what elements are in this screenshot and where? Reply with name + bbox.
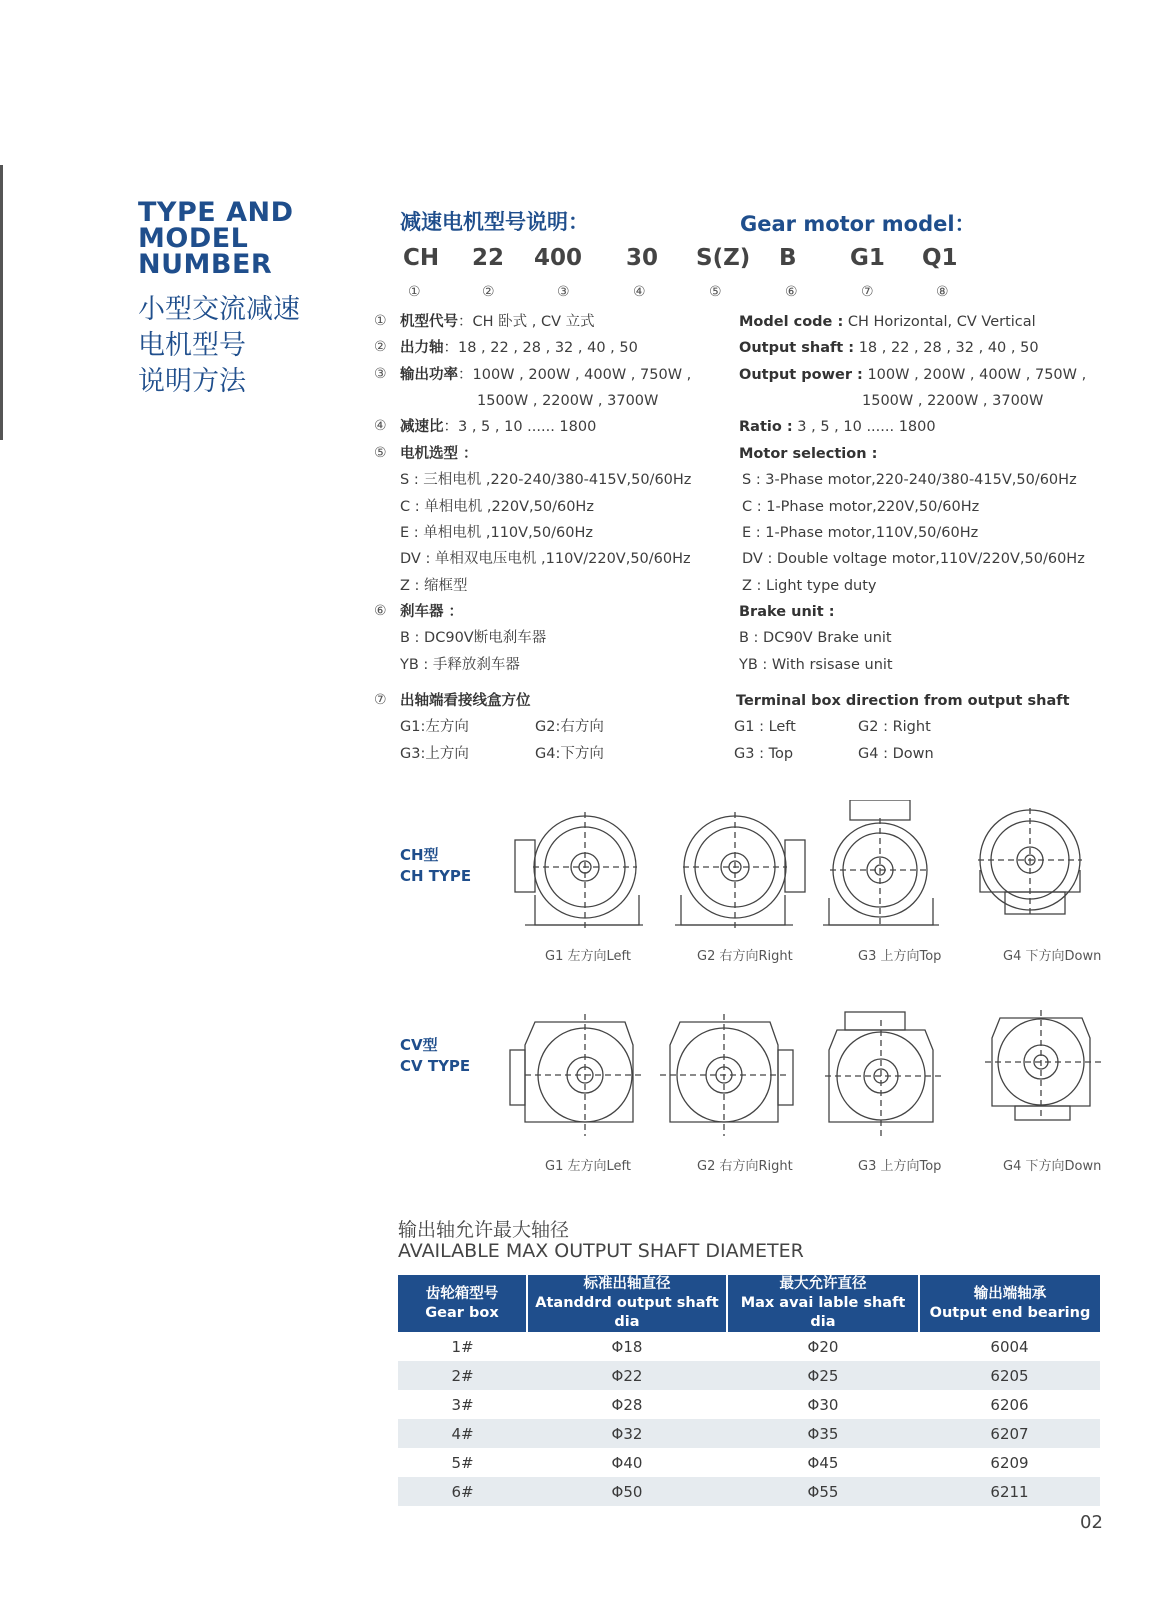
cv-g3-drawing (825, 1012, 941, 1136)
table-cell: 2# (398, 1361, 527, 1390)
cv-g1-drawing (510, 1014, 645, 1136)
caption: G3 上方向Top (858, 949, 942, 964)
spec-line: C : 1-Phase motor,220V,50/60Hz (742, 499, 980, 515)
spec-line: B : DC90V Brake unit (739, 630, 892, 646)
shaft-diameter-table (398, 1275, 1100, 1506)
spec-line: Brake unit : (739, 604, 835, 620)
cv-g2-drawing (660, 1014, 793, 1136)
table-cell: Φ45 (807, 1453, 839, 1472)
page-number: 02 (1080, 1512, 1103, 1533)
code-index: ① (408, 284, 421, 300)
table-cell: Φ40 (611, 1453, 643, 1472)
ch-type-drawings (505, 800, 1105, 940)
spec-line: G2 : Right (858, 719, 931, 735)
table-row (398, 1361, 1100, 1390)
spec-line: B : DC90V断电刹车器 (400, 630, 547, 646)
column-header: 输出端轴承 Output end bearing (919, 1275, 1100, 1332)
cv-type-drawings (505, 1010, 1115, 1145)
table-cell: 6211 (919, 1477, 1100, 1506)
table-header-row (398, 1275, 1100, 1332)
item-number: ① (374, 313, 387, 329)
table-row (398, 1477, 1100, 1506)
spec-line: Output power : 100W , 200W , 400W , 750W , (739, 367, 1087, 383)
item-number: ④ (374, 418, 387, 434)
table-cell: 5# (451, 1453, 474, 1472)
column-header: 最大允许直径 Max avai lable shaft dia (727, 1275, 919, 1332)
spec-line: G1:左方向 (400, 719, 469, 735)
ch-g1-drawing (515, 812, 643, 928)
spec-line: Z : 缩框型 (400, 578, 468, 594)
item-number: ③ (374, 366, 387, 382)
code-part: 30 (626, 245, 659, 271)
item-number: ② (374, 339, 387, 355)
spec-line: Model code : CH Horizontal, CV Vertical (739, 314, 1036, 330)
item-number: ⑥ (374, 603, 387, 619)
table-row (398, 1332, 1100, 1361)
table-cell: Φ35 (727, 1419, 919, 1448)
code-index: ⑤ (709, 284, 722, 300)
spec-line: G4:下方向 (535, 746, 604, 762)
spec-line: 机型代号：CH 卧式 , CV 立式 (400, 314, 595, 330)
caption: G4 下方向Down (1003, 1159, 1102, 1174)
code-part: S(Z) (696, 245, 751, 271)
spec-line: YB : With rsisase unit (739, 657, 893, 673)
caption: G1 左方向Left (545, 949, 631, 964)
spec-line: YB : 手释放刹车器 (400, 657, 520, 673)
spec-line: 出力轴：18 , 22 , 28 , 32 , 40 , 50 (400, 340, 638, 356)
caption: G1 左方向Left (545, 1159, 631, 1174)
cv-type-label: CV型 CV TYPE (400, 1036, 471, 1075)
spec-line: C : 单相电机 ,220V,50/60Hz (400, 499, 594, 515)
header-cn: 减速电机型号说明： (400, 210, 589, 234)
item-number: ⑦ (374, 692, 387, 708)
spec-line: 减速比：3 , 5 , 10 ...... 1800 (400, 419, 597, 435)
spec-line: Z : Light type duty (742, 578, 877, 594)
spec-line: E : 1-Phase motor,110V,50/60Hz (742, 525, 979, 541)
spec-line: E : 单相电机 ,110V,50/60Hz (400, 525, 593, 541)
spec-line: 出轴端看接线盒方位 (400, 693, 531, 709)
ch-g4-drawing (978, 808, 1082, 918)
section-title-cn: 小型交流减速 电机型号 说明方法 (138, 294, 300, 397)
spec-line: G1 : Left (734, 719, 796, 735)
table-cell: Φ30 (807, 1395, 839, 1414)
spec-line: 输出功率：100W , 200W , 400W , 750W , (400, 367, 692, 383)
item-number: ⑤ (374, 445, 387, 461)
spec-line: Motor selection : (739, 446, 878, 462)
table-title: 输出轴允许最大轴径 AVAILABLE MAX OUTPUT SHAFT DIAMETER (398, 1219, 804, 1262)
spec-line: 电机选型 ： (400, 446, 478, 462)
code-part: G1 (850, 245, 885, 271)
ch-g2-drawing (675, 812, 805, 928)
header-en: Gear motor model： (740, 212, 976, 236)
table-cell: 6206 (990, 1395, 1029, 1414)
caption: G4 下方向Down (1003, 949, 1102, 964)
ch-type-label: CH型 CH TYPE (400, 846, 472, 885)
code-part: CH (403, 245, 440, 271)
code-index: ⑦ (861, 284, 874, 300)
left-edge-rule (0, 165, 3, 440)
code-index: ⑧ (936, 284, 949, 300)
table-row (398, 1448, 1100, 1477)
table-cell: 6207 (919, 1419, 1100, 1448)
spec-line: S : 三相电机 ,220-240/380-415V,50/60Hz (400, 472, 692, 488)
spec-line: DV : Double voltage motor,110V/220V,50/60Hz (742, 551, 1085, 567)
table-cell: Φ18 (611, 1337, 643, 1356)
table-cell: 3# (451, 1395, 474, 1414)
section-title: TYPE AND MODEL NUMBER (138, 197, 294, 280)
spec-line: S : 3-Phase motor,220-240/380-415V,50/60Hz (742, 472, 1077, 488)
spec-line: G2:右方向 (535, 719, 604, 735)
code-index: ④ (633, 284, 646, 300)
spec-line: 1500W , 2200W , 3700W (477, 393, 659, 409)
spec-line: G4 : Down (858, 746, 934, 762)
spec-line: 1500W , 2200W , 3700W (862, 393, 1044, 409)
table-cell: Φ22 (527, 1361, 727, 1390)
spec-line: G3:上方向 (400, 746, 469, 762)
table-cell: 6205 (919, 1361, 1100, 1390)
code-part: 400 (534, 245, 583, 271)
table-cell: Φ32 (527, 1419, 727, 1448)
code-index: ⑥ (785, 284, 798, 300)
code-index: ② (482, 284, 495, 300)
code-part: B (779, 245, 797, 271)
spec-line: Terminal box direction from output shaft (736, 693, 1070, 709)
column-header: 齿轮箱型号 Gear box (398, 1275, 527, 1332)
caption: G2 右方向Right (697, 949, 793, 964)
spec-line: Output shaft : 18 , 22 , 28 , 32 , 40 , 50 (739, 340, 1039, 356)
table-cell: 4# (398, 1419, 527, 1448)
column-header: 标准出轴直径 Atanddrd output shaft dia (527, 1275, 727, 1332)
table-cell: Φ55 (727, 1477, 919, 1506)
caption: G2 右方向Right (697, 1159, 793, 1174)
table-cell: Φ20 (807, 1337, 839, 1356)
code-part: 22 (472, 245, 505, 271)
table-row (398, 1390, 1100, 1419)
code-part: Q1 (922, 245, 958, 271)
caption: G3 上方向Top (858, 1159, 942, 1174)
table-row (398, 1419, 1100, 1448)
spec-line: 刹车器 ： (400, 604, 464, 620)
spec-line: Ratio : 3 , 5 , 10 ...... 1800 (739, 419, 936, 435)
table-cell: 6004 (990, 1337, 1029, 1356)
spec-line: G3 : Top (734, 746, 794, 762)
table-cell: 1# (451, 1337, 474, 1356)
table-cell: Φ50 (527, 1477, 727, 1506)
table-cell: 6209 (990, 1453, 1029, 1472)
ch-g3-drawing (823, 800, 939, 928)
table-cell: Φ25 (727, 1361, 919, 1390)
code-index: ③ (557, 284, 570, 300)
cv-g4-drawing (985, 1010, 1103, 1120)
table-cell: 6# (398, 1477, 527, 1506)
spec-line: DV : 单相双电压电机 ,110V/220V,50/60Hz (400, 551, 691, 567)
table-cell: Φ28 (611, 1395, 643, 1414)
